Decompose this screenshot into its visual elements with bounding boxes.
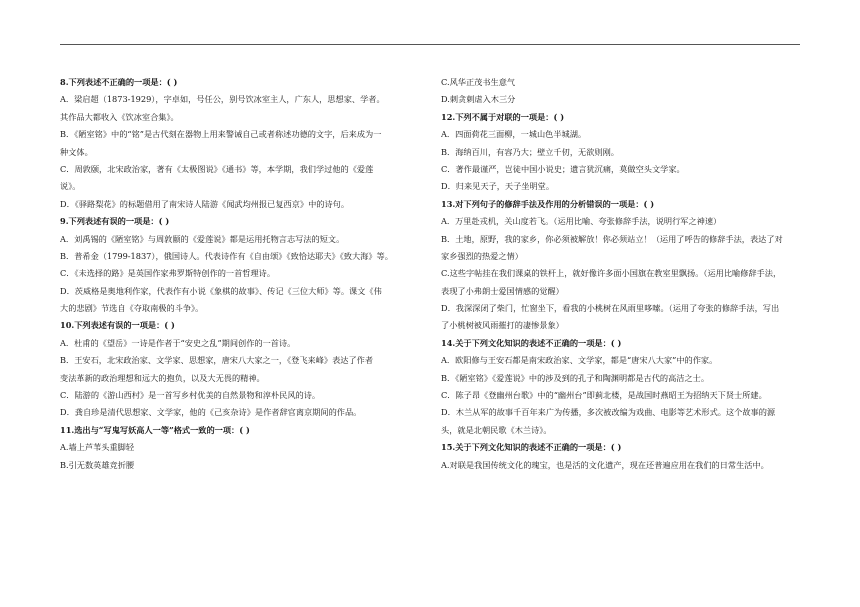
- question-title: 12.下列不属于对联的一项是：( ): [441, 111, 565, 122]
- answer-option: [60, 248, 410, 265]
- question-block: [441, 196, 798, 335]
- question-block: [441, 439, 798, 474]
- answer-option: [441, 231, 798, 266]
- option-text-line: B．普希金（1799-1837），俄国诗人。代表诗作有《自由颂》《致恰达耶夫》《致大海》等。: [60, 250, 393, 261]
- option-text-line: B．《陋室铭》《爱莲说》中的涉及到的孔子和陶渊明都是古代的高洁之士。: [441, 372, 710, 383]
- answer-option: [60, 352, 410, 387]
- option-text-line: A．杜甫的《望岳》一诗是作者于“安史之乱”期间创作的一首诗。: [60, 337, 296, 348]
- answer-option: [60, 91, 410, 126]
- option-text-line: B．海纳百川，有容乃大；壁立千仞，无欲则刚。: [441, 146, 619, 157]
- answer-option: [441, 144, 798, 161]
- answer-option: [60, 387, 410, 404]
- option-text-line: A.对联是我国传统文化的瑰宝，也是活的文化遗产，现在还普遍应用在我们的日常生活中。: [441, 459, 769, 470]
- answer-option: [441, 387, 798, 404]
- answer-option: [60, 404, 410, 421]
- option-text-line: D．我深深闭了柴门，忙窗坐下，看我的小桃树在风雨里哆嗦。（运用了夸张的修辞手法，写出: [441, 303, 780, 314]
- option-text-line: 种文体。: [60, 146, 93, 157]
- question-block: [60, 74, 410, 213]
- answer-option: [441, 370, 798, 387]
- option-text-line: 大的悲剧》节选自《夺取南极的斗争》。: [60, 303, 204, 314]
- answer-option: [60, 196, 410, 213]
- option-text-line: D．归来见天子，天子坐明堂。: [441, 181, 555, 192]
- option-text-line: A．梁启超（1873-1929），字卓如，号任公，别号饮冰室主人，广东人，思想家、学者。: [60, 94, 385, 105]
- answer-option: [441, 352, 798, 369]
- left-column: [60, 74, 410, 474]
- option-text-line: A．四面荷花三面柳，一城山色半城湖。: [441, 129, 587, 140]
- question-title: 15.关于下列文化知识的表述不正确的一项是：( ): [441, 442, 622, 453]
- question-block: [441, 109, 798, 196]
- option-text-line: C．《未选择的路》是英国作家弗罗斯特创作的一首哲理诗。: [60, 268, 276, 279]
- answer-option: [60, 231, 410, 248]
- answer-option: [441, 457, 798, 474]
- option-text-line: B．土地，原野，我的家乡，你必须被解放！你必须站立！（运用了呼告的修辞手法，表达了对: [441, 233, 783, 244]
- option-text-line: 家乡强烈的热爱之情）: [441, 250, 523, 261]
- answer-option: [60, 265, 410, 282]
- right-column: [441, 74, 798, 474]
- option-text-line: B.引无数英雄竞折腰: [60, 459, 135, 470]
- option-text-line: D．《驿路梨花》的标题借用了南宋诗人陆游《闻武均州报已复西京》中的诗句。: [60, 198, 350, 209]
- option-text-line: A．万里赴戎机，关山度若飞。（运用比喻、夸张修辞手法，说明行军之神速）: [441, 216, 722, 227]
- answer-option: [60, 457, 410, 474]
- option-text-line: 了小桃树被风雨摧打的凄惨景象）: [441, 320, 564, 331]
- question-block: [60, 213, 410, 317]
- answer-option: [441, 161, 798, 178]
- answer-option: [441, 91, 798, 108]
- option-text-line: B．《陋室铭》中的“铭”是古代刻在器物上用来警诫自己或者称述功德的文字，后来成为一: [60, 129, 382, 140]
- answer-option: [60, 126, 410, 161]
- question-title: 10.下列表述有误的一项是：( ): [60, 320, 175, 331]
- question-title: 11.选出与“写鬼写妖高人一等”格式一致的一项：( ): [60, 424, 250, 435]
- question-block: [441, 335, 798, 439]
- answer-option: [441, 213, 798, 230]
- option-text-line: C．陈子昂《登幽州台歌》中的“幽州台”即蓟北楼，是战国时燕昭王为招纳天下贤士所建。: [441, 390, 767, 401]
- option-text-line: A．欧阳修与王安石都是南宋政治家、文学家，都是“唐宋八大家”中的作家。: [441, 355, 718, 366]
- option-text-line: D．茨威格是奥地利作家，代表作有小说《象棋的故事》、传记《三位大师》等。课文《伟: [60, 285, 382, 296]
- question-title: 8.下列表述不正确的一项是：( ): [60, 77, 178, 87]
- option-text-line: C．著作最谨严，岂徒中国小说史；遗言犹沉痛，莫做空头文学家。: [441, 163, 685, 174]
- option-text-line: C.风华正茂书生意气: [441, 77, 516, 87]
- answer-option: [60, 335, 410, 352]
- answer-option: [441, 126, 798, 143]
- answer-option: [60, 161, 410, 196]
- option-text-line: 其作品大都收入《饮冰室合集》。: [60, 111, 179, 122]
- question-block: [441, 74, 798, 109]
- option-text-line: 变法革新的政治理想和远大的抱负，以及大无畏的精神。: [60, 372, 265, 383]
- answer-option: [441, 74, 798, 91]
- option-text-line: C．陆游的《游山西村》是一首写乡村优美的自然景物和淳朴民风的诗。: [60, 390, 321, 401]
- answer-option: [441, 404, 798, 439]
- option-text-line: 头，就是北朝民歌《木兰诗》。: [441, 424, 552, 435]
- option-text-line: D．龚自珍是清代思想家、文学家，他的《己亥杂诗》是作者辞官离京期间的作品。: [60, 407, 362, 418]
- option-text-line: A．刘禹锡的《陋室铭》与周敦颐的《爱莲说》都是运用托物言志写法的短文。: [60, 233, 345, 244]
- option-text-line: A.墙上芦苇头重脚轻: [60, 442, 135, 453]
- question-title: 14.关于下列文化知识的表述不正确的一项是：( ): [441, 337, 622, 348]
- answer-option: [60, 283, 410, 318]
- question-title: 13.对下列句子的修辞手法及作用的分析错误的一项是：( ): [441, 198, 655, 209]
- question-block: [60, 317, 410, 421]
- option-text-line: C.这些字帖挂在我们课桌的铁杆上，就好像许多面小国旗在教室里飘扬。（运用比喻修辞手法，: [441, 268, 782, 279]
- option-text-line: C．周敦颐，北宋政治家，著有《太极图说》《通书》等，本学期，我们学过他的《爱莲: [60, 163, 374, 174]
- answer-option: [441, 300, 798, 335]
- option-text-line: 说》。: [60, 181, 81, 192]
- answer-option: [441, 265, 798, 300]
- option-text-line: B．王安石，北宋政治家、文学家、思想家，唐宋八大家之一，《登飞来峰》表达了作者: [60, 355, 374, 366]
- option-text-line: D.刺贪刺虐入木三分: [441, 94, 516, 105]
- header-rule: [60, 44, 800, 45]
- option-text-line: 表现了小弗朗士爱国情感的觉醒）: [441, 285, 564, 296]
- question-title: 9.下列表述有误的一项是：( ): [60, 216, 170, 227]
- question-block: [60, 422, 410, 474]
- answer-option: [441, 178, 798, 195]
- option-text-line: D．木兰从军的故事千百年来广为传播，多次被改编为戏曲、电影等艺术形式。这个故事的源: [441, 407, 776, 418]
- answer-option: [60, 439, 410, 456]
